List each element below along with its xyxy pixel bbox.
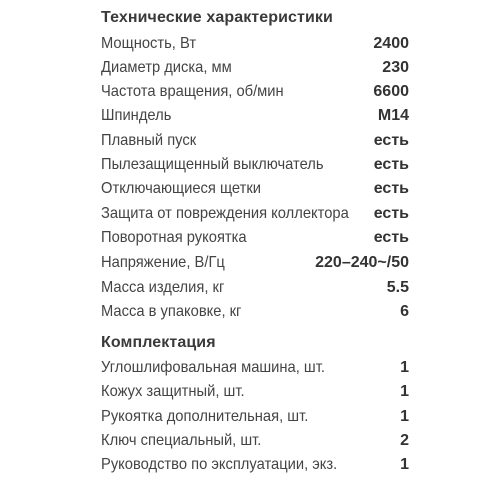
spec-label: Масса изделия, кг: [101, 279, 225, 296]
specs-heading: Технические характеристики: [101, 9, 333, 26]
spec-value: есть: [373, 180, 409, 197]
kit-row-grinder: [101, 359, 409, 381]
spec-value: есть: [373, 229, 409, 246]
kit-value: 1: [400, 359, 409, 376]
spec-row-power: [101, 35, 409, 57]
spec-label: Поворотная рукоятка: [101, 229, 247, 246]
kit-row-manual: [101, 456, 409, 478]
spec-row-spindle: [101, 107, 409, 129]
spec-value: 230: [382, 59, 409, 76]
kit-row-guard: [101, 383, 409, 405]
spec-label: Пылезащищенный выключатель: [101, 156, 324, 173]
spec-value: 5.5: [386, 279, 409, 296]
spec-value: M14: [377, 107, 409, 124]
spec-value: 6: [400, 303, 409, 320]
spec-label: Защита от повреждения коллектора: [101, 205, 349, 222]
spec-row-commutator-protection: [101, 205, 409, 227]
spec-value: 2400: [373, 35, 409, 52]
spec-label: Напряжение, В/Гц: [101, 254, 225, 271]
kit-row-auxiliary-handle: [101, 408, 409, 430]
spec-label: Мощность, Вт: [101, 35, 197, 52]
kit-value: 1: [400, 408, 409, 425]
spec-row-packed-weight: [101, 303, 409, 325]
spec-label: Плавный пуск: [101, 132, 197, 149]
spec-value: 220–240~/50: [315, 254, 409, 271]
spec-label: Диаметр диска, мм: [101, 59, 232, 76]
kit-value: 1: [400, 456, 409, 473]
spec-label: Шпиндель: [101, 107, 172, 124]
spec-label: Частота вращения, об/мин: [101, 83, 284, 100]
spec-row-disc-diameter: [101, 59, 409, 81]
kit-label: Кожух защитный, шт.: [101, 383, 245, 400]
kit-label: Руководство по эксплуатации, экз.: [101, 456, 338, 473]
spec-row-rotation-speed: [101, 83, 409, 105]
spec-label: Масса в упаковке, кг: [101, 303, 242, 320]
spec-row-voltage: [101, 254, 409, 276]
spec-value: 6600: [373, 83, 409, 100]
kit-label: Ключ специальный, шт.: [101, 432, 262, 449]
spec-label: Отключающиеся щетки: [101, 180, 261, 197]
kit-value: 1: [400, 383, 409, 400]
spec-row-product-weight: [101, 279, 409, 301]
spec-row-auto-stop-brushes: [101, 180, 409, 202]
spec-row-soft-start: [101, 132, 409, 154]
spec-row-dustproof-switch: [101, 156, 409, 178]
kit-label: Рукоятка дополнительная, шт.: [101, 408, 309, 425]
spec-value: есть: [373, 205, 409, 222]
kit-row-wrench: [101, 432, 409, 454]
kit-value: 2: [400, 432, 409, 449]
spec-value: есть: [373, 132, 409, 149]
kit-label: Углошлифовальная машина, шт.: [101, 359, 325, 376]
spec-row-rotating-handle: [101, 229, 409, 251]
spec-value: есть: [373, 156, 409, 173]
kit-heading: Комплектация: [101, 334, 216, 351]
